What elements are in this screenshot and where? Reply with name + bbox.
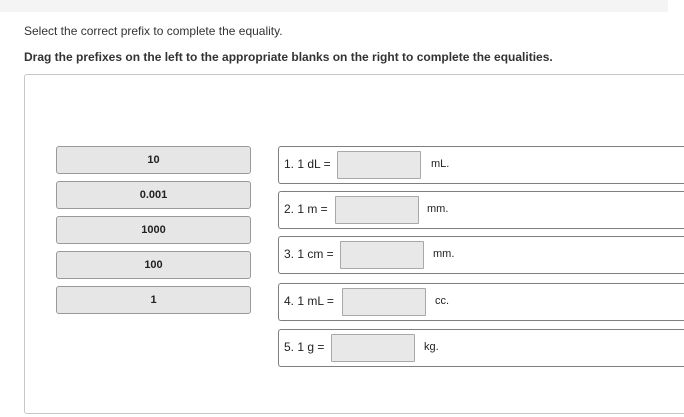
equality-question: 2. 1 m = (284, 202, 328, 216)
prefix-tile-100[interactable]: 100 (56, 251, 251, 279)
equality-unit: cc. (435, 295, 450, 307)
equality-row-5 (278, 329, 684, 367)
prefix-tile-1000[interactable]: 1000 (56, 216, 251, 244)
equality-question: 1. 1 dL = (284, 157, 331, 171)
equality-question: 4. 1 mL = (284, 294, 334, 308)
prefix-tile-0.001[interactable]: 0.001 (56, 181, 251, 209)
prefix-tile-10[interactable]: 10 (56, 146, 251, 174)
equality-unit: mL. (431, 158, 450, 170)
drag-instruction-text: Drag the prefixes on the left to the appropriate blanks on the right to complete the equalities. (24, 50, 553, 64)
equality-row-3 (278, 236, 684, 274)
equality-row-4 (278, 283, 684, 321)
prefix-tile-1[interactable]: 1 (56, 286, 251, 314)
equality-row-2 (278, 191, 684, 229)
equality-unit: mm. (433, 248, 455, 260)
equality-unit: kg. (424, 341, 439, 353)
equality-question: 5. 1 g = (284, 340, 325, 354)
drop-target-5[interactable] (331, 334, 415, 362)
instruction-text: Select the correct prefix to complete the equality. (24, 24, 283, 38)
drop-target-4[interactable] (342, 288, 426, 316)
top-band (0, 0, 668, 12)
equality-question: 3. 1 cm = (284, 247, 334, 261)
equality-unit: mm. (427, 203, 449, 215)
drop-target-2[interactable] (335, 196, 419, 224)
drop-target-1[interactable] (337, 151, 421, 179)
equality-row-1 (278, 146, 684, 184)
drop-target-3[interactable] (340, 241, 424, 269)
